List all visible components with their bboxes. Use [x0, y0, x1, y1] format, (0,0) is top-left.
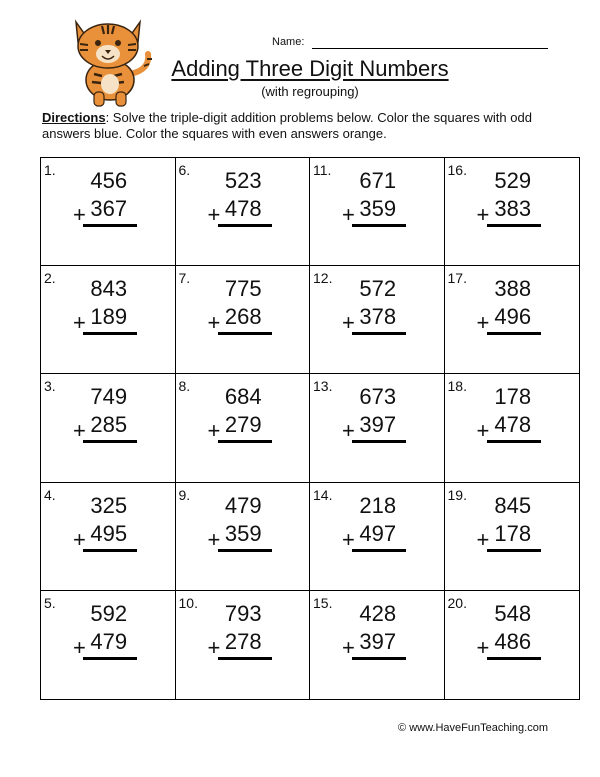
problem-cell[interactable] — [310, 483, 445, 591]
addend-top: 428 — [359, 600, 397, 626]
problem-cell[interactable] — [310, 374, 445, 482]
problem-number: 8. — [178, 378, 191, 395]
problem-cell[interactable] — [445, 374, 580, 482]
answer-line — [218, 332, 272, 335]
answer-line — [83, 440, 137, 443]
addend-bottom: 478 — [224, 196, 262, 221]
addend-top: 749 — [90, 384, 128, 410]
addend-top: 673 — [359, 384, 397, 410]
addend-bottom: 397 — [359, 628, 397, 654]
problem-number: 10. — [178, 594, 198, 611]
problem-number: 11. — [313, 162, 332, 178]
addend-bottom: 478 — [494, 412, 532, 438]
plus-sign: + — [476, 202, 490, 227]
addend-bottom: 278 — [224, 628, 262, 654]
problem-cell[interactable] — [176, 374, 311, 482]
addend-bottom: 479 — [90, 628, 128, 654]
addend-bottom: 486 — [494, 628, 532, 654]
addend-bottom: 359 — [224, 520, 262, 546]
plus-sign: + — [342, 634, 355, 660]
answer-line — [352, 440, 406, 443]
plus-sign: + — [73, 202, 86, 227]
problem-cell[interactable] — [310, 266, 445, 374]
directions-body: : Solve the triple-digit addition problems below. Color the squares with odd answers blue. Color the squares with even answers orange. — [42, 110, 532, 141]
addend-top: 456 — [90, 168, 128, 193]
problem-cell[interactable] — [176, 591, 311, 699]
problem-cell[interactable] — [41, 158, 176, 266]
problem-number: 6. — [178, 162, 191, 178]
answer-line — [83, 549, 137, 552]
answer-line — [218, 549, 272, 552]
addend-top: 479 — [224, 492, 262, 518]
addend-bottom: 397 — [359, 412, 397, 438]
addend-bottom: 279 — [224, 412, 262, 438]
addend-top: 572 — [359, 276, 397, 302]
problem-cell[interactable] — [445, 158, 580, 266]
problem-number: 19. — [447, 486, 467, 503]
addend-top: 388 — [494, 276, 532, 302]
addend-top: 178 — [494, 384, 532, 410]
plus-sign: + — [342, 526, 355, 552]
problem-number: 13. — [313, 378, 333, 395]
directions-label: Directions — [42, 110, 106, 125]
addend-top: 548 — [494, 600, 532, 626]
problem-cell[interactable] — [445, 266, 580, 374]
problem-number: 7. — [178, 270, 191, 287]
addend-top: 843 — [90, 276, 128, 302]
problem-number: 2. — [44, 270, 56, 287]
answer-line — [352, 549, 406, 552]
addend-bottom: 178 — [494, 520, 532, 546]
plus-sign: + — [342, 418, 355, 444]
worksheet-subtitle: (with regrouping) — [261, 84, 359, 99]
plus-sign: + — [73, 634, 86, 660]
plus-sign: + — [207, 310, 221, 336]
answer-line — [218, 224, 272, 227]
plus-sign: + — [73, 526, 86, 552]
addend-top: 325 — [90, 492, 128, 518]
answer-line — [487, 657, 541, 660]
addend-bottom: 496 — [494, 304, 532, 330]
directions-text — [42, 110, 572, 142]
plus-sign: + — [342, 310, 355, 336]
answer-line — [487, 549, 541, 552]
addend-bottom: 378 — [359, 304, 397, 330]
addend-bottom: 367 — [90, 196, 128, 221]
problem-number: 12. — [313, 270, 333, 287]
addend-bottom: 495 — [90, 520, 128, 546]
problem-number: 15. — [313, 594, 333, 611]
problem-cell[interactable] — [310, 591, 445, 699]
addend-bottom: 285 — [90, 412, 128, 438]
answer-line — [83, 224, 137, 227]
plus-sign: + — [476, 310, 490, 336]
name-label: Name: — [272, 36, 305, 48]
addend-bottom: 359 — [359, 196, 397, 221]
addend-top: 793 — [224, 600, 262, 626]
problem-cell[interactable] — [176, 483, 311, 591]
addend-top: 592 — [90, 600, 128, 626]
problem-cell[interactable] — [310, 158, 445, 266]
addend-bottom: 497 — [359, 520, 397, 546]
answer-line — [83, 657, 137, 660]
plus-sign: + — [476, 418, 490, 444]
problem-cell[interactable] — [41, 266, 176, 374]
problem-cell[interactable] — [41, 483, 176, 591]
addend-top: 529 — [494, 168, 532, 193]
problem-cell[interactable] — [176, 266, 311, 374]
problem-number: 16. — [447, 162, 467, 178]
answer-line — [218, 657, 272, 660]
addend-top: 684 — [224, 384, 262, 410]
problem-number: 9. — [178, 486, 191, 503]
problem-cell[interactable] — [176, 158, 311, 266]
answer-line — [487, 332, 541, 335]
answer-line — [83, 332, 137, 335]
plus-sign: + — [207, 202, 221, 227]
plus-sign: + — [342, 202, 355, 227]
problem-number: 14. — [313, 486, 333, 503]
worksheet-title: Adding Three Digit Numbers — [171, 56, 449, 81]
addend-top: 671 — [359, 168, 397, 193]
problem-number: 18. — [447, 378, 467, 395]
problem-cell[interactable] — [445, 591, 580, 699]
footer-copyright: © www.HaveFunTeaching.com — [398, 722, 548, 734]
addend-top: 523 — [224, 168, 262, 193]
answer-line — [487, 224, 541, 227]
answer-line — [352, 224, 406, 227]
plus-sign: + — [476, 526, 490, 552]
problem-number: 3. — [44, 378, 56, 395]
plus-sign: + — [207, 526, 221, 552]
addend-bottom: 268 — [224, 304, 262, 330]
answer-line — [218, 440, 272, 443]
addend-bottom: 189 — [90, 304, 128, 330]
plus-sign: + — [73, 418, 86, 444]
plus-sign: + — [73, 310, 86, 336]
plus-sign: + — [207, 418, 221, 444]
problem-number: 1. — [44, 162, 56, 178]
addend-top: 218 — [359, 492, 397, 518]
tiger-cat-illustration — [58, 12, 158, 108]
name-blank-line[interactable] — [312, 48, 548, 49]
problem-number: 17. — [447, 270, 467, 287]
problems-grid — [40, 157, 580, 700]
plus-sign: + — [207, 634, 221, 660]
problem-cell[interactable] — [41, 374, 176, 482]
problem-number: 20. — [447, 594, 467, 611]
problem-number: 5. — [44, 594, 56, 611]
problem-number: 4. — [44, 486, 56, 503]
answer-line — [352, 657, 406, 660]
answer-line — [352, 332, 406, 335]
plus-sign: + — [476, 634, 490, 660]
addend-bottom: 383 — [494, 196, 532, 221]
answer-line — [487, 440, 541, 443]
addend-top: 775 — [224, 276, 262, 302]
problem-cell[interactable] — [41, 591, 176, 699]
problem-cell[interactable] — [445, 483, 580, 591]
addend-top: 845 — [494, 492, 532, 518]
